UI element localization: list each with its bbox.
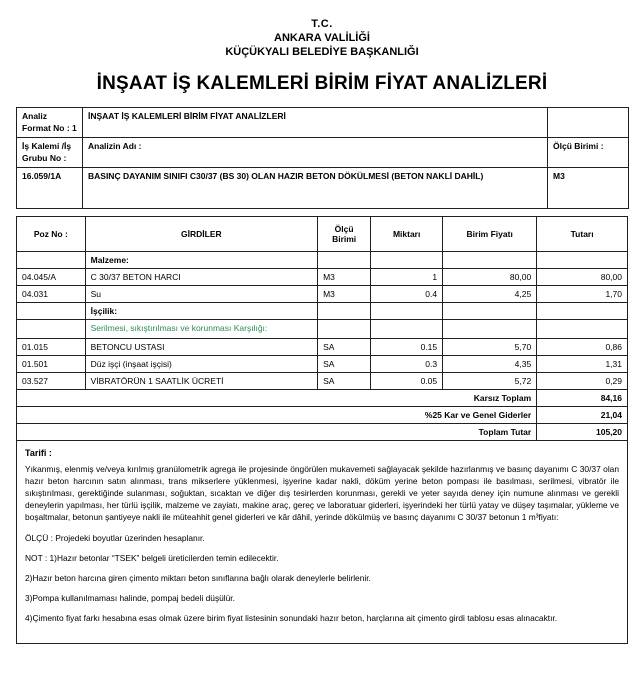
- col-tutari: Tutarı: [537, 217, 628, 252]
- meta-row-format: [17, 108, 629, 138]
- cell-poz: 01.015: [17, 338, 86, 355]
- section-bf-empty: [443, 303, 537, 320]
- table-row: [17, 372, 628, 389]
- cell-olcu: M3: [318, 269, 371, 286]
- note-miktar-empty: [371, 320, 443, 338]
- cell-birim-fiyat: 5,70: [443, 338, 537, 355]
- cell-olcu: M3: [318, 286, 371, 303]
- section-header-row: [17, 252, 628, 269]
- cell-poz: 04.031: [17, 286, 86, 303]
- meta-format-label: Analiz Format No : 1: [17, 108, 83, 138]
- total-row: [17, 423, 628, 440]
- section-olcu-empty: [318, 303, 371, 320]
- header-line-3: KÜÇÜKYALI BELEDİYE BAŞKANLIĞI: [225, 45, 419, 58]
- total-row: [17, 406, 628, 423]
- total-row: [17, 389, 628, 406]
- cell-poz: 01.501: [17, 355, 86, 372]
- col-girdiler: GİRDİLER: [85, 217, 317, 252]
- header-line-2: ANKARA VALİLİĞİ: [274, 31, 370, 44]
- section-miktar-empty: [371, 252, 443, 269]
- meta-row-group: [17, 138, 629, 168]
- description-note-4: 4)Çimento fiyat farkı hesabına esas olmak üzere birim fiyat listesinin sonundaki hazır beton, harçlarına ait çimento girdi tablosu esas alınacaktır.: [25, 613, 558, 624]
- section-bf-empty: [443, 252, 537, 269]
- total-value-kar: 21,04: [537, 406, 628, 423]
- meta-group-label: İş Kalemi /İş Grubu No :: [17, 138, 83, 168]
- description-olcu: ÖLÇÜ : Projedeki boyutlar üzerinden hesaplanır.: [25, 532, 205, 543]
- cell-tutar: 0,86: [537, 338, 628, 355]
- cell-miktar: 0.05: [371, 372, 443, 389]
- cell-girdi: C 30/37 BETON HARCI: [85, 269, 317, 286]
- cell-olcu: SA: [318, 372, 371, 389]
- cell-olcu: SA: [318, 338, 371, 355]
- cell-girdi: Düz işçi (inşaat işçisi): [85, 355, 317, 372]
- cell-miktar: 0.3: [371, 355, 443, 372]
- section-tutar-empty: [537, 252, 628, 269]
- section-note-iscilik: Serilmesi, sıkıştırılması ve korunması Karşılığı:: [85, 320, 317, 338]
- description-box: [16, 441, 628, 644]
- cell-birim-fiyat: 80,00: [443, 269, 537, 286]
- page-title: İNŞAAT İŞ KALEMLERİ BİRİM FİYAT ANALİZLERİ: [96, 73, 548, 95]
- cell-girdi: BETONCU USTASI: [85, 338, 317, 355]
- cell-tutar: 80,00: [537, 269, 628, 286]
- section-olcu-empty: [318, 252, 371, 269]
- section-header-row: [17, 303, 628, 320]
- section-miktar-empty: [371, 303, 443, 320]
- description-note-1: NOT : 1)Hazır betonlar “TSEK” belgeli üreticilerden temin edilecektir.: [25, 552, 279, 563]
- col-poz-no: Poz No :: [17, 217, 86, 252]
- total-label-toplam: Toplam Tutar: [17, 423, 537, 440]
- cell-poz: 04.045/A: [17, 269, 86, 286]
- section-tutar-empty: [537, 303, 628, 320]
- total-label-karsiz: Karsız Toplam: [17, 389, 537, 406]
- cell-birim-fiyat: 4,35: [443, 355, 537, 372]
- header-line-1: T.C.: [311, 18, 333, 30]
- cell-olcu: SA: [318, 355, 371, 372]
- note-bf-empty: [443, 320, 537, 338]
- total-value-toplam: 105,20: [537, 423, 628, 440]
- description-note-3: 3)Pompa kullanılmaması halinde, pompaj bedeli düşülür.: [25, 593, 235, 604]
- table-row: [17, 355, 628, 372]
- document-header: [16, 18, 628, 59]
- meta-analysis-name-label: Analizin Adı :: [83, 138, 548, 168]
- table-row: [17, 286, 628, 303]
- note-olcu-empty: [318, 320, 371, 338]
- description-heading: Tarifi :: [25, 447, 52, 458]
- description-body: Yıkanmış, elenmiş ve/veya kırılmış granülometrik agrega ile projesinde öngörülen mukavemeti sağlayacak şekilde hazırlanmış ve basınç dayanımı C 30/37 olan hazır beton harcının satın alınması, trans mikserlere yüklenmesi, işyerine kadar nakli, döküm yerine beton pompası ile basılması, serilmesi, vibratör ile sıkıştırılması, gerektiğinde sulanması, soğuktan, sıcaktan ve diğer dış tesirlerden korunması, gerekli ve yeter sayıda deney için numune alınması ve gerekli deneylerin yapılması, her türlü işçilik, malzeme ve zayiatı, makine araç, gereç ve laboratuar giderleri, işyerindeki her türlü yatay ve düşey taşımalar, yükleme ve boşaltmalar, betonun şantiyeye nakli ile müteahhit genel giderleri ve kâr dâhil, yerinde dökülmüş ve basınç dayanımı C 30/37 betonun 1 m³fiyatı:: [25, 463, 619, 523]
- section-poz-empty: [17, 252, 86, 269]
- description-note-2: 2)Hazır beton harcına giren çimento miktarı beton sınıflarına bağlı olarak deneylerle belirlenir.: [25, 572, 371, 583]
- cell-poz: 03.527: [17, 372, 86, 389]
- meta-unit-label: Ölçü Birimi :: [548, 138, 629, 168]
- col-birim-fiyati: Birim Fiyatı: [443, 217, 537, 252]
- col-olcu-birimi: Ölçü Birimi: [318, 217, 371, 252]
- cell-miktar: 0.4: [371, 286, 443, 303]
- section-note-row: [17, 320, 628, 338]
- col-miktari: Miktarı: [371, 217, 443, 252]
- cell-miktar: 0.15: [371, 338, 443, 355]
- meta-description-value: BASINÇ DAYANIM SINIFI C30/37 (BS 30) OLAN HAZIR BETON DÖKÜLMESİ (BETON NAKLİ DAHİL): [83, 168, 548, 209]
- meta-analysis-name-value: İNŞAAT İŞ KALEMLERİ BİRİM FİYAT ANALİZLERİ: [83, 108, 548, 138]
- cell-girdi: Su: [85, 286, 317, 303]
- cell-birim-fiyat: 4,25: [443, 286, 537, 303]
- cell-girdi: VİBRATÖRÜN 1 SAATLİK ÜCRETİ: [85, 372, 317, 389]
- note-poz-empty: [17, 320, 86, 338]
- meta-table: [16, 107, 629, 209]
- analysis-table: [16, 216, 628, 440]
- meta-row-values: [17, 168, 629, 209]
- section-title-malzeme: Malzeme:: [85, 252, 317, 269]
- cell-miktar: 1: [371, 269, 443, 286]
- cell-tutar: 0,29: [537, 372, 628, 389]
- cell-tutar: 1,70: [537, 286, 628, 303]
- meta-group-value: 16.059/1A: [17, 168, 83, 209]
- meta-unit-value: M3: [548, 168, 629, 209]
- section-poz-empty: [17, 303, 86, 320]
- cell-tutar: 1,31: [537, 355, 628, 372]
- note-tutar-empty: [537, 320, 628, 338]
- table-row: [17, 338, 628, 355]
- table-header-row: [17, 217, 628, 252]
- table-row: [17, 269, 628, 286]
- total-label-kar: %25 Kar ve Genel Giderler: [17, 406, 537, 423]
- section-title-iscilik: İşçilik:: [85, 303, 317, 320]
- total-value-karsiz: 84,16: [537, 389, 628, 406]
- cell-birim-fiyat: 5,72: [443, 372, 537, 389]
